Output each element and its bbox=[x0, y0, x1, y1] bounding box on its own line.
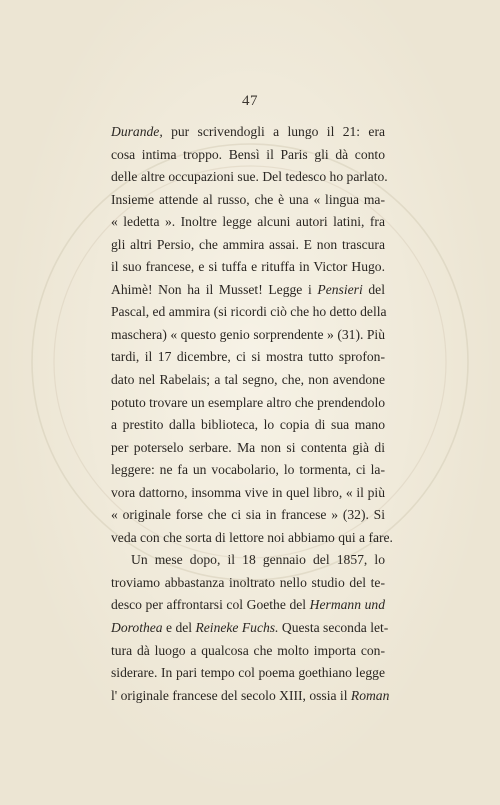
text-line bbox=[111, 527, 393, 550]
text-run: Pascal, ed ammira (si ricordi ciò che ho detto della bbox=[111, 304, 387, 320]
text-line bbox=[111, 189, 385, 212]
text-line bbox=[111, 324, 385, 347]
text-line bbox=[111, 279, 385, 302]
text-run: l' originale francese del secolo XIII, ossia il bbox=[111, 687, 351, 703]
text-line bbox=[111, 346, 385, 369]
text-run: tardi, il 17 dicembre, ci si mostra tutto sprofon- bbox=[111, 349, 385, 365]
body-text bbox=[111, 121, 393, 707]
text-run: Questa seconda let- bbox=[278, 620, 389, 636]
text-line bbox=[111, 414, 385, 437]
italic-text: Durande, bbox=[111, 124, 163, 139]
text-run: Un mese dopo, il 18 gennaio del 1857, lo bbox=[131, 552, 385, 568]
text-run: troviamo abbastanza inoltrato nello studio del te- bbox=[111, 574, 385, 590]
text-line bbox=[111, 662, 385, 685]
text-line bbox=[111, 549, 385, 572]
text-run: « originale forse che ci sia in francese » (32). Si bbox=[111, 507, 385, 523]
text-run: veda con che sorta di lettore noi abbiamo qui a fare. bbox=[111, 529, 393, 545]
text-run: maschera) « questo genio sorprendente » (31). Più bbox=[111, 326, 385, 342]
text-run: dato nel Rabelais; a tal segno, che, non avendone bbox=[111, 372, 385, 388]
text-run: potuto trovare un esemplare altro che prendendolo bbox=[111, 394, 386, 410]
text-line bbox=[111, 594, 385, 617]
text-run: siderare. In pari tempo col poema goethiano legge bbox=[111, 665, 385, 681]
text-line bbox=[111, 392, 385, 415]
text-line bbox=[111, 256, 385, 279]
text-line bbox=[111, 211, 385, 234]
text-run: Ahimè! Non ha il Musset! Legge i bbox=[111, 281, 318, 297]
text-line bbox=[111, 369, 385, 392]
text-line bbox=[111, 166, 388, 189]
text-run: Insieme attende al russo, che è una « lingua ma- bbox=[111, 191, 385, 207]
text-run: gli altri Persio, che ammira assai. E non trascura bbox=[111, 236, 385, 252]
italic-text: Reineke Fuchs. bbox=[195, 620, 279, 636]
text-line bbox=[111, 301, 385, 324]
text-line bbox=[111, 234, 385, 257]
text-run: tura dà luogo a qualcosa che molto importa con- bbox=[111, 642, 385, 658]
text-run: delle altre occupazioni sue. Del tedesco ho parlato. bbox=[111, 169, 388, 185]
text-line bbox=[111, 144, 385, 167]
text-line bbox=[111, 640, 385, 663]
text-run: pur scrivendogli a lungo il 21: era bbox=[162, 124, 385, 139]
text-run: cosa intima troppo. Bensì il Paris gli dà conto bbox=[111, 146, 385, 162]
italic-text: Roman bbox=[350, 687, 390, 703]
text-line bbox=[111, 459, 385, 482]
italic-text: Hermann und bbox=[309, 597, 385, 613]
text-run: e del bbox=[162, 620, 196, 636]
text-run: « ledetta ». Inoltre legge alcuni autori latini, fra bbox=[111, 214, 385, 230]
text-run: vora dattorno, insomma vive in quel libro, « il più bbox=[111, 484, 385, 500]
text-line bbox=[111, 482, 385, 505]
text-line bbox=[111, 121, 385, 144]
text-line bbox=[111, 504, 385, 527]
italic-text: Dorothea bbox=[111, 620, 163, 636]
text-run: il suo francese, e si tuffa e rituffa in Victor Hugo. bbox=[111, 259, 385, 275]
text-run: desco per affrontarsi col Goethe del bbox=[111, 597, 310, 613]
italic-text: Pensieri bbox=[317, 281, 363, 297]
page-number: 47 bbox=[242, 93, 258, 109]
text-run: per poterselo serbare. Ma non si contenta già di bbox=[111, 439, 385, 455]
text-run: del bbox=[362, 281, 385, 297]
text-line bbox=[111, 437, 385, 460]
text-run: a prestito dalla biblioteca, lo copia di sua mano bbox=[111, 417, 385, 433]
text-run: leggere: ne fa un vocabolario, lo tormenta, ci la- bbox=[111, 462, 385, 478]
text-line bbox=[111, 617, 389, 640]
text-line bbox=[111, 685, 390, 708]
text-line bbox=[111, 572, 385, 595]
